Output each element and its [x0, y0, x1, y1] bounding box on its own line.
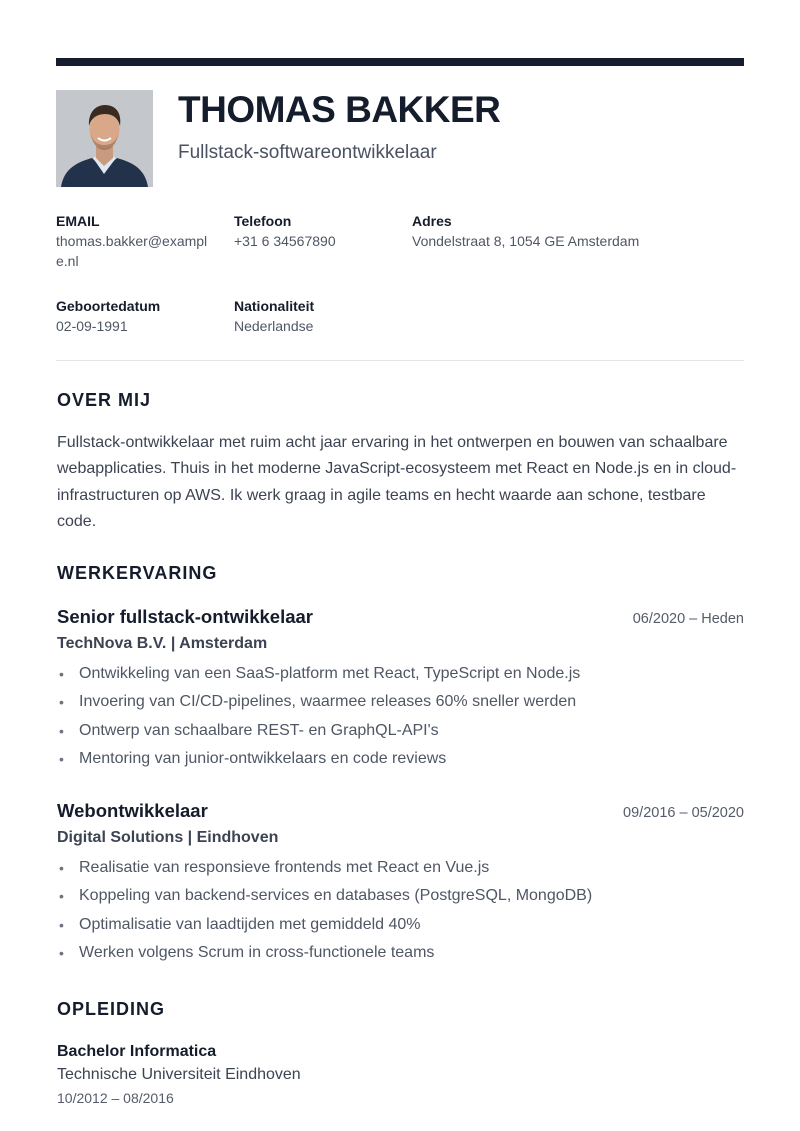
contact-label: EMAIL	[56, 213, 100, 229]
bullet-icon: •	[59, 750, 64, 767]
job-entry	[57, 606, 744, 773]
contact-birthdate	[56, 296, 226, 336]
job-entry	[57, 800, 744, 967]
list-item	[57, 688, 744, 716]
bullet-text: Koppeling van backend-services en databases (PostgreSQL, MongoDB)	[79, 887, 593, 905]
contact-nationality	[234, 296, 404, 336]
job-bullet-list	[57, 854, 744, 967]
job-title: Webontwikkelaar	[57, 800, 208, 821]
about-heading: OVER MIJ	[57, 390, 152, 410]
list-item	[57, 882, 744, 910]
contact-label: Adres	[412, 213, 452, 229]
bullet-text: Invoering van CI/CD-pipelines, waarmee releases 60% sneller werden	[79, 693, 577, 711]
contact-value: +31 6 34567890	[234, 233, 336, 249]
experience-heading: WERKERVARING	[57, 563, 218, 583]
contact-email	[56, 211, 216, 271]
job-date: 06/2020 – Heden	[632, 611, 744, 627]
education-heading: OPLEIDING	[57, 999, 166, 1019]
bullet-icon: •	[59, 916, 64, 933]
job-title: Senior fullstack-ontwikkelaar	[57, 606, 314, 627]
list-item	[57, 854, 744, 882]
bullet-text: Mentoring van junior-ontwikkelaars en code reviews	[79, 749, 447, 767]
list-item	[57, 660, 744, 688]
bullet-icon: •	[59, 944, 64, 961]
bullet-icon: •	[59, 694, 64, 711]
education-school: Technische Universiteit Eindhoven	[57, 1066, 301, 1083]
bullet-icon: •	[59, 860, 64, 876]
bullet-icon: •	[59, 722, 64, 739]
list-item	[57, 745, 744, 773]
contact-value: 02-09-1991	[56, 318, 128, 334]
bullet-icon: •	[59, 666, 64, 682]
job-bullet-list	[57, 660, 744, 773]
contact-label: Geboortedatum	[56, 298, 161, 314]
bullet-text: Ontwikkeling van een SaaS-platform met React, TypeScript en Node.js	[79, 665, 581, 682]
contact-label: Telefoon	[234, 213, 292, 229]
job-date: 09/2016 – 05/2020	[623, 805, 744, 821]
bullet-text: Ontwerp van schaalbare REST- en GraphQL-API's	[79, 721, 439, 739]
contact-value: thomas.bakker@example.nl	[56, 233, 208, 269]
list-item	[57, 911, 744, 939]
education-entry	[57, 1041, 301, 1109]
contact-value: Nederlandse	[234, 318, 314, 334]
education-degree: Bachelor Informatica	[57, 1043, 217, 1060]
candidate-name: THOMAS BAKKER	[178, 89, 501, 130]
job-company: Digital Solutions | Eindhoven	[57, 829, 279, 846]
contact-value: Vondelstraat 8, 1054 GE Amsterdam	[412, 233, 640, 249]
list-item	[57, 939, 744, 967]
bullet-text: Optimalisatie van laadtijden met gemiddeld 40%	[79, 915, 421, 933]
contact-label: Nationaliteit	[234, 298, 315, 314]
contact-phone	[234, 211, 404, 251]
bullet-text: Realisatie van responsieve frontends met React en Vue.js	[79, 859, 490, 876]
job-company: TechNova B.V. | Amsterdam	[57, 635, 268, 652]
bullet-icon: •	[59, 888, 64, 905]
list-item	[57, 717, 744, 745]
about-text: Fullstack-ontwikkelaar met ruim acht jaar ervaring in het ontwerpen en bouwen van schaalbare webapplicaties. Thuis in het moderne JavaScript-ecosysteem met React en Node.js en in cloud-infrastructuren op AWS. Ik werk graag in agile teams en hecht waarde aan schone, testbare code.	[57, 434, 737, 530]
bullet-text: Werken volgens Scrum in cross-functionele teams	[79, 943, 435, 961]
profile-photo	[56, 90, 153, 187]
contact-address	[412, 211, 712, 251]
header-accent-bar	[56, 58, 744, 66]
candidate-role: Fullstack-softwareontwikkelaar	[178, 142, 437, 163]
education-date: 10/2012 – 08/2016	[57, 1090, 174, 1106]
section-divider	[56, 360, 744, 361]
